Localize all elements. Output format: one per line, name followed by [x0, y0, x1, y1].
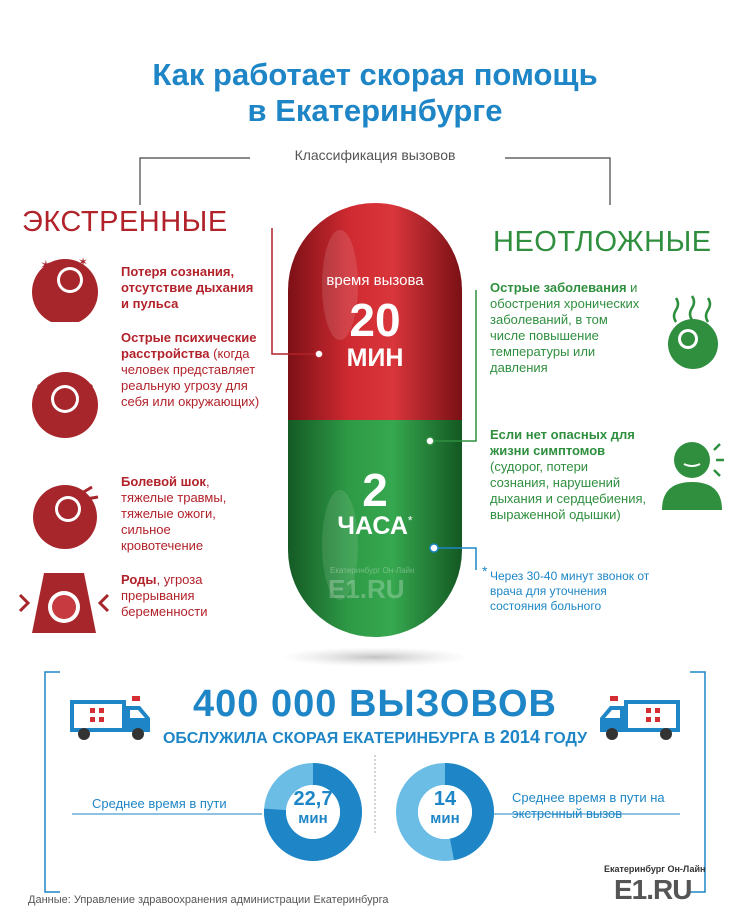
emergency-heading: ЭКСТРЕННЫЕ [22, 206, 228, 238]
footnote-text: Через 30-40 минут звонок от врача для уточнения состояния больного [490, 569, 650, 613]
stat-2-label: Среднее время в пути на экстренный вызов [512, 790, 665, 821]
stat-1-label: Среднее время в пути [92, 796, 227, 811]
pill-watermark-small: Екатеринбург Он-Лайн [330, 566, 415, 575]
pill-watermark-big: E1.RU [328, 574, 405, 604]
page-title-line2: в Екатеринбурге [247, 93, 503, 128]
emergency-item-3: Болевой шок, тяжелые травмы, тяжелые ожоги, сильное кровотечение [121, 474, 227, 553]
pill-top-unit: МИН [346, 344, 404, 372]
emergency-item-2: Острые психические расстройства (когда человек представляет реальную угрозу для себя или окружающих) [121, 330, 260, 409]
pill-bottom-unit: ЧАСА* [337, 512, 413, 540]
emergency-item-1: Потеря сознания, отсутствие дыхания и пульса [121, 264, 254, 311]
pill-top-label: время вызова [326, 272, 424, 289]
calls-total: 400 000 ВЫЗОВОВ [193, 683, 557, 725]
page-title-line1: Как работает скорая помощь [152, 57, 598, 92]
emergency-item-4: Роды, угроза прерывания беременности [121, 572, 208, 619]
urgent-heading: НЕОТЛОЖНЫЕ [493, 226, 712, 258]
stat-1-unit: мин [298, 810, 328, 827]
stat-2-value: 14 [433, 788, 457, 810]
classification-subtitle: Классификация вызовов [294, 147, 456, 163]
stat-2-unit: мин [430, 810, 460, 827]
urgent-item-2: Если нет опасных для жизни симптомов (судорог, потери сознания, нарушений дыхания и сердцебиения, выраженной одышки) [490, 427, 647, 522]
stat-1-value: 22,7 [293, 788, 333, 810]
brand-small: Екатеринбург Он-Лайн [604, 864, 706, 874]
svg-text:✶: ✶ [40, 257, 52, 273]
urgent-item-1: Острые заболевания и обострения хронических заболеваний, в том числе повышение температуры или давления [490, 280, 640, 375]
svg-text:✶: ✶ [78, 255, 89, 269]
footnote-mark: * [482, 563, 488, 579]
pill-bottom-value: 2 [362, 464, 388, 516]
brand-logo: E1.RU [614, 874, 692, 905]
calls-subtitle: ОБСЛУЖИЛА СКОРАЯ ЕКАТЕРИНБУРГА В 2014 ГОДУ [162, 727, 588, 747]
pill-top-value: 20 [349, 294, 401, 346]
source-note: Данные: Управление здравоохранения администрации Екатеринбурга [28, 894, 389, 906]
